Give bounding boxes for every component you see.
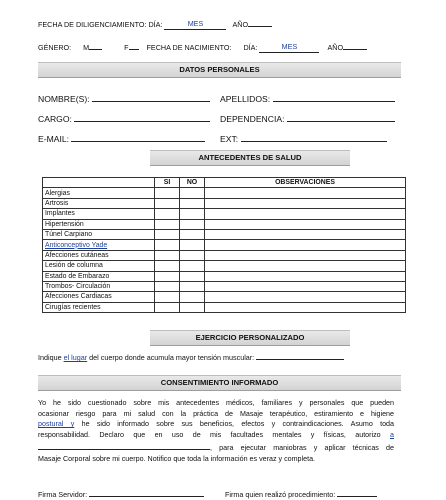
consent-line-3 [38, 419, 394, 430]
condition-cell: Afecciones cutáneas [43, 250, 155, 260]
si-checkbox-cell[interactable] [155, 209, 180, 219]
si-checkbox-cell[interactable] [155, 271, 180, 281]
no-checkbox-cell[interactable] [180, 271, 205, 281]
table-row [43, 219, 406, 229]
consentimiento-header: CONSENTIMIENTO INFORMADO [38, 375, 401, 391]
ano-label: AÑO [232, 20, 249, 29]
table-row [43, 281, 406, 291]
consent-a-link[interactable]: a [390, 430, 394, 439]
cargo-label: CARGO: [38, 114, 72, 124]
si-checkbox-cell[interactable] [155, 302, 180, 312]
observaciones-cell[interactable] [205, 229, 406, 239]
f-label: F [124, 43, 129, 52]
table-row [43, 302, 406, 312]
dependencia-label: DEPENDENCIA: [220, 114, 285, 124]
ejercicio-pre: Indique [38, 353, 62, 362]
ejercicio-question [38, 350, 344, 362]
dependencia-field[interactable] [287, 112, 395, 122]
condition-cell: Alergias [43, 188, 155, 198]
no-checkbox-cell[interactable] [180, 240, 205, 250]
no-checkbox-cell[interactable] [180, 229, 205, 239]
header-cell-si: SI [155, 178, 180, 188]
ano-label-2: AÑO [327, 43, 344, 52]
no-checkbox-cell[interactable] [180, 281, 205, 291]
nacimiento-dia-mes-field[interactable] [259, 43, 319, 53]
m-field[interactable] [89, 40, 102, 50]
consent-paragraph [38, 398, 394, 465]
cargo-row [38, 112, 210, 124]
no-checkbox-cell[interactable] [180, 198, 205, 208]
no-checkbox-cell[interactable] [180, 188, 205, 198]
firma-servidor-row [38, 487, 204, 499]
consent-line-2: ocasionar riesgo para mi salud con la práctica de Masaje terapéutico, estiramiento e higiene [38, 409, 394, 418]
si-checkbox-cell[interactable] [155, 261, 180, 271]
genero-label: GÉNERO: [38, 43, 72, 52]
apellidos-field[interactable] [273, 92, 395, 102]
consent-line-4 [38, 430, 394, 441]
observaciones-cell[interactable] [205, 281, 406, 291]
fecha-diligenciamiento-row [38, 17, 272, 30]
table-row [43, 261, 406, 271]
consent-line-3-rest: he sido informado sobre sus beneficios, efectos y contraindicaciones. Asumo toda [81, 420, 394, 429]
condition-cell: Túnel Carpiano [43, 229, 155, 239]
ejercicio-header: EJERCICIO PERSONALIZADO [150, 330, 350, 346]
dia-mes-field[interactable] [164, 20, 226, 30]
autorizo-field[interactable] [38, 440, 210, 450]
ext-row [220, 132, 387, 144]
condition-cell: Estado de Embarazo [43, 271, 155, 281]
firma-quien-row [225, 487, 377, 499]
si-checkbox-cell[interactable] [155, 188, 180, 198]
firma-servidor-label: Firma Servidor: [38, 490, 88, 499]
table-row [43, 271, 406, 281]
observaciones-cell[interactable] [205, 271, 406, 281]
firma-servidor-field[interactable] [89, 487, 204, 497]
nombre-row [38, 92, 210, 104]
genero-row [38, 40, 367, 53]
nacimiento-ano-field[interactable] [343, 40, 367, 50]
firma-quien-field[interactable] [337, 487, 377, 497]
nacimiento-label: FECHA DE NACIMIENTO: [146, 43, 232, 52]
f-field[interactable] [129, 40, 139, 50]
si-checkbox-cell[interactable] [155, 219, 180, 229]
condition-cell: Afecciones Cardiacas [43, 292, 155, 302]
header-cell-no: NO [180, 178, 205, 188]
condition-cell: Artrosis [43, 198, 155, 208]
condition-cell: Implantes [43, 209, 155, 219]
fecha-label: FECHA DE DILIGENCIAMIENTO: DÍA: [38, 20, 163, 29]
email-field[interactable] [71, 132, 205, 142]
table-row [43, 209, 406, 219]
si-checkbox-cell[interactable] [155, 281, 180, 291]
observaciones-cell[interactable] [205, 198, 406, 208]
no-checkbox-cell[interactable] [180, 302, 205, 312]
cargo-field[interactable] [74, 112, 210, 122]
no-checkbox-cell[interactable] [180, 219, 205, 229]
datos-personales-header: DATOS PERSONALES [38, 62, 401, 78]
no-checkbox-cell[interactable] [180, 209, 205, 219]
table-row [43, 229, 406, 239]
antecedentes-header: ANTECEDENTES DE SALUD [150, 150, 350, 166]
apellidos-row [220, 92, 395, 104]
condition-cell: Lesión de columna [43, 261, 155, 271]
consent-line-6: Masaje Corporal sobre mi cuerpo. Notifico que toda la información es veraz y completa. [38, 454, 316, 463]
nombre-label: NOMBRE(S): [38, 94, 90, 104]
ejercicio-post: del cuerpo donde acumula mayor tensión muscular: [89, 353, 255, 362]
no-checkbox-cell[interactable] [180, 292, 205, 302]
mes-label: MES [187, 19, 204, 28]
ejercicio-link[interactable]: el lugar [63, 353, 88, 362]
dependencia-row [220, 112, 395, 124]
table-row [43, 292, 406, 302]
email-label: E-MAIL: [38, 134, 70, 144]
header-cell-condition [43, 178, 155, 188]
table-row [43, 250, 406, 260]
consent-line-4-text: responsabilidad. Declaro que en uso de mis facultades mentales y físicas, autorizo [38, 430, 381, 439]
consent-postural-link[interactable]: postural y [38, 420, 75, 429]
email-row [38, 132, 205, 144]
observaciones-cell[interactable] [205, 209, 406, 219]
no-checkbox-cell[interactable] [180, 261, 205, 271]
mes-label-2: MES [281, 42, 298, 51]
observaciones-cell[interactable] [205, 219, 406, 229]
si-checkbox-cell[interactable] [155, 292, 180, 302]
apellidos-label: APELLIDOS: [220, 94, 271, 104]
si-checkbox-cell[interactable] [155, 250, 180, 260]
table-row [43, 240, 406, 250]
health-table [42, 177, 406, 313]
no-checkbox-cell[interactable] [180, 250, 205, 260]
condition-cell: Hipertensión [43, 219, 155, 229]
observaciones-cell[interactable] [205, 240, 406, 250]
header-cell-observaciones: OBSERVACIONES [205, 178, 406, 188]
si-checkbox-cell[interactable] [155, 198, 180, 208]
condition-cell: Trombos- Circulación [43, 281, 155, 291]
observaciones-cell[interactable] [205, 188, 406, 198]
ext-label: EXT: [220, 134, 239, 144]
firma-quien-label: Firma quien realizó procedimiento: [225, 490, 336, 499]
table-header-row [43, 178, 406, 188]
observaciones-cell[interactable] [205, 302, 406, 312]
consent-line-1: Yo he sido cuestionado sobre mis antecedentes médicos, familiares y personales que pueden [38, 399, 394, 407]
si-checkbox-cell[interactable] [155, 229, 180, 239]
nombre-field[interactable] [92, 92, 210, 102]
ano-field[interactable] [248, 17, 272, 27]
observaciones-cell[interactable] [205, 261, 406, 271]
condition-cell: Anticonceptivo Yade [43, 240, 155, 250]
dia-label: DÍA: [243, 43, 258, 52]
table-row [43, 188, 406, 198]
consent-line-5-text: , para ejecutar maniobras y aplicar técnicas de [210, 444, 394, 453]
tension-field[interactable] [256, 350, 344, 360]
consent-line-5 [38, 440, 394, 454]
observaciones-cell[interactable] [205, 292, 406, 302]
m-label: M [83, 43, 90, 52]
si-checkbox-cell[interactable] [155, 240, 180, 250]
table-row [43, 198, 406, 208]
observaciones-cell[interactable] [205, 250, 406, 260]
ext-field[interactable] [241, 132, 387, 142]
condition-cell: Cirugías recientes [43, 302, 155, 312]
